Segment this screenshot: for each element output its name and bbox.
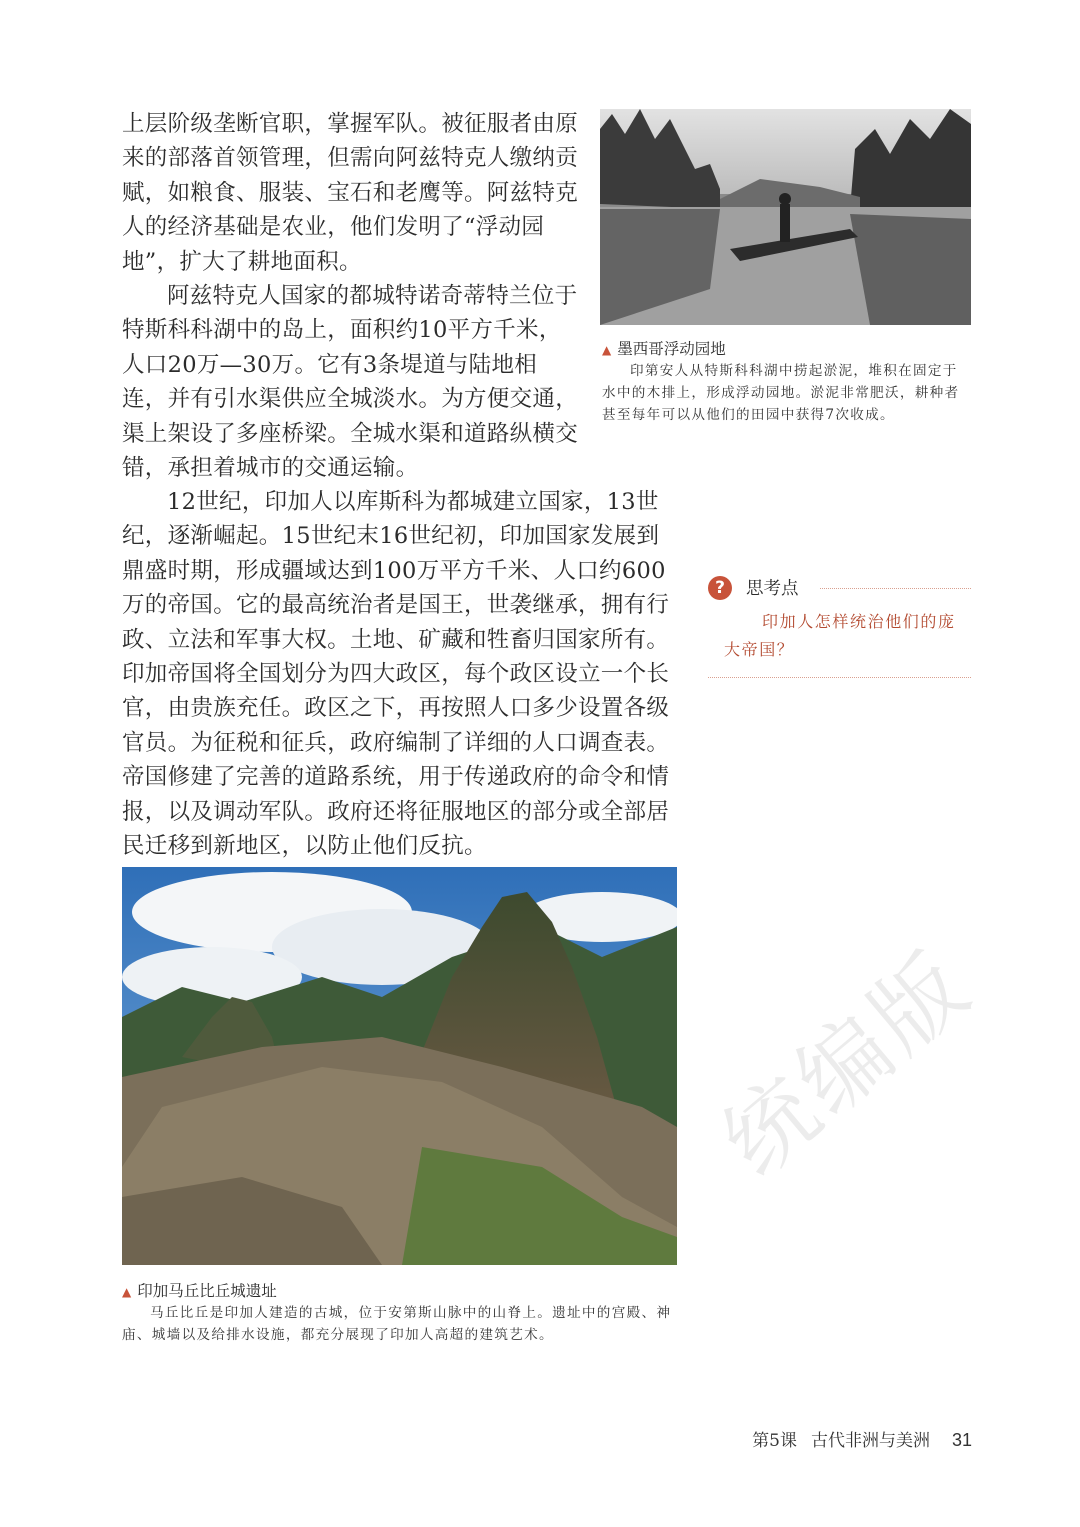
thinking-point-question: 印加人怎样统治他们的庞大帝国？ bbox=[724, 612, 956, 659]
triangle-icon: ▲ bbox=[602, 343, 612, 357]
triangle-icon: ▲ bbox=[122, 1285, 132, 1299]
divider bbox=[708, 677, 971, 678]
figure-2-caption: 马丘比丘是印加人建造的古城，位于安第斯山脉中的山脊上。遗址中的宫殿、神庙、城墙以及给排水设施，都充分展现了印加人高超的建筑艺术。 bbox=[122, 1305, 672, 1343]
page-number: 31 bbox=[951, 1430, 972, 1450]
body-paragraph-1: 上层阶级垄断官职，掌握军队。被征服者由原来的部落首领管理，但需向阿兹特克人缴纳贡赋，如粮食、服装、宝石和老鹰等。阿兹特克人的经济基础是农业，他们发明了“浮动园地”，扩大了耕地面积。 bbox=[122, 111, 579, 275]
machu-picchu-photo bbox=[122, 867, 677, 1265]
figure-1-title bbox=[602, 337, 726, 359]
footer-lesson: 第5课 bbox=[752, 1431, 797, 1451]
body-paragraph-3: 12世纪，印加人以库斯科为都城建立国家，13世纪，逐渐崛起。15世纪末16世纪初，印加国家发展到鼎盛时期，形成疆域达到100万平方千米、人口约600万的帝国。它的最高统治者是国王，世袭继承，拥有行政、立法和军事大权。土地、矿藏和牲畜归国家所有。印加帝国将全国划分为四大政区，每个政区设立一个长官，由贵族充任。政区之下，再按照人口多少设置各级官员。为征税和征兵，政府编制了详细的人口调查表。帝国修建了完善的道路系统，用于传递政府的命令和情报，以及调动军队。政府还将征服地区的部分或全部居民迁移到新地区，以防止他们反抗。 bbox=[122, 489, 670, 860]
thinking-point-box bbox=[708, 574, 971, 679]
floating-garden-photo bbox=[600, 109, 971, 325]
page-footer bbox=[752, 1426, 972, 1451]
figure-1-title-text: 墨西哥浮动园地 bbox=[617, 340, 726, 358]
thinking-point-title: 思考点 bbox=[746, 579, 799, 599]
body-paragraph-2: 阿兹特克人国家的都城特诺奇蒂特兰位于特斯科科湖中的岛上，面积约10平方千米，人口20万—30万。它有3条堤道与陆地相连，并有引水渠供应全城淡水。为方便交通，渠上架设了多座桥梁。全城水渠和道路纵横交错，承担着城市的交通运输。 bbox=[122, 283, 579, 482]
figure-2-title bbox=[122, 1279, 277, 1301]
footer-title: 古代非洲与美洲 bbox=[810, 1431, 930, 1451]
watermark: 统编版 bbox=[703, 930, 992, 1197]
figure-1-caption: 印第安人从特斯科科湖中捞起淤泥，堆积在固定于水中的木排上，形成浮动园地。淤泥非常肥沃，耕种者甚至每年可以从他们的田园中获得7次收成。 bbox=[602, 363, 960, 423]
question-icon: ? bbox=[708, 576, 732, 600]
figure-2-title-text: 印加马丘比丘城遗址 bbox=[137, 1282, 277, 1300]
divider bbox=[820, 588, 971, 589]
